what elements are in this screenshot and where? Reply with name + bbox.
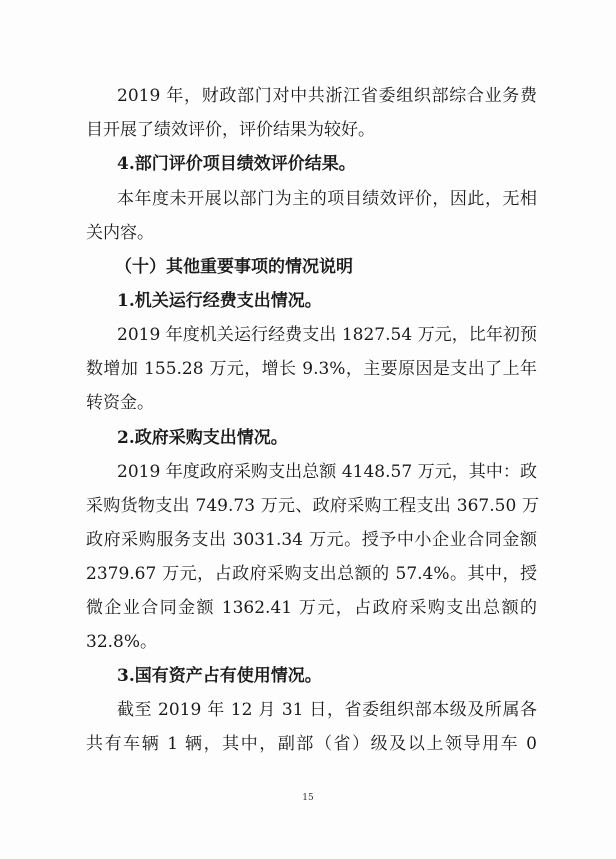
page-number: 15 bbox=[302, 793, 314, 803]
paragraph-line: 截至 2019 年 12 月 31 日，省委组织部本级及所属各 bbox=[117, 700, 537, 720]
paragraph-line: 数增加 155.28 万元，增长 9.3%，主要原因是支出了上年 bbox=[86, 359, 537, 379]
paragraph-line: 采购货物支出 749.73 万元、政府采购工程支出 367.50 万 bbox=[86, 496, 539, 516]
paragraph-line: 转资金。 bbox=[86, 393, 154, 413]
section-heading: 2.政府采购支出情况。 bbox=[117, 428, 288, 448]
paragraph-line: 本年度未开展以部门为主的项目绩效评价，因此，无相 bbox=[117, 189, 537, 209]
section-heading: 1.机关运行经费支出情况。 bbox=[117, 291, 322, 311]
section-heading: 4.部门评价项目绩效评价结果。 bbox=[117, 154, 356, 174]
paragraph-line: 微企业合同金额 1362.41 万元，占政府采购支出总额的 bbox=[86, 598, 537, 618]
paragraph-line: 2019 年，财政部门对中共浙江省委组织部综合业务费 bbox=[117, 86, 537, 106]
paragraph-line: 2019 年度机关运行经费支出 1827.54 万元，比年初预 bbox=[117, 325, 537, 345]
paragraph-line: 共有车辆 1 辆，其中，副部（省）级及以上领导用车 0 bbox=[86, 734, 537, 754]
paragraph-line: 2379.67 万元，占政府采购支出总额的 57.4%。其中，授 bbox=[86, 564, 537, 584]
paragraph-line: 政府采购服务支出 3031.34 万元。授予中小企业合同金额 bbox=[86, 530, 537, 550]
paragraph-line: 32.8%。 bbox=[86, 632, 158, 652]
paragraph-line: 2019 年度政府采购支出总额 4148.57 万元，其中：政 bbox=[117, 462, 537, 482]
section-heading: （十）其他重要事项的情况说明 bbox=[115, 257, 353, 277]
paragraph-line: 目开展了绩效评价，评价结果为较好。 bbox=[86, 120, 375, 140]
section-heading: 3.国有资产占有使用情况。 bbox=[117, 666, 322, 686]
paragraph-line: 关内容。 bbox=[86, 223, 154, 243]
